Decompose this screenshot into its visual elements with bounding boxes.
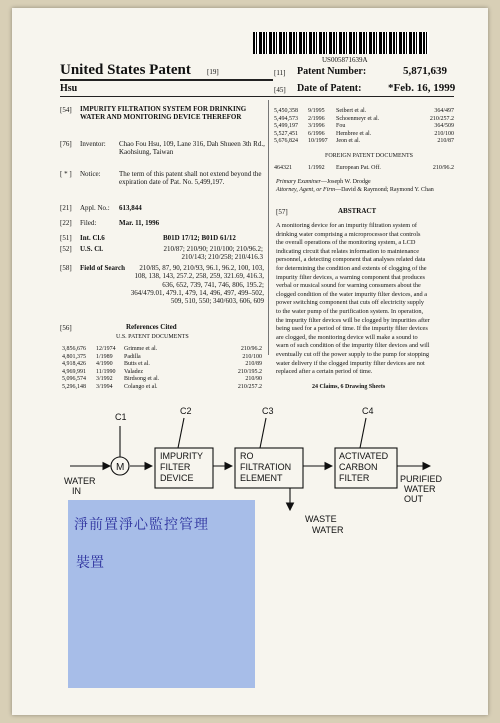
reference-date: 3/1992 bbox=[96, 376, 113, 382]
reference-num: 5,494,573 bbox=[274, 115, 298, 122]
barcode-number: US005871639A bbox=[322, 56, 368, 64]
abstract-line: the overall operations of the monitoring system, a LCD bbox=[276, 239, 416, 247]
motor-label: M bbox=[116, 462, 125, 473]
reference-cls: 210/100 bbox=[242, 353, 262, 360]
water-in-1: WATER bbox=[64, 476, 96, 486]
abstract-line: are clogged, the monitoring device will make a sound to bbox=[276, 333, 418, 341]
inventor-surname: Hsu bbox=[60, 83, 78, 94]
reference-name: Fou bbox=[336, 123, 346, 129]
reference-cls: 210/257.2 bbox=[237, 383, 262, 390]
filed-date: Mar. 11, 1996 bbox=[119, 219, 160, 227]
references-title: References Cited bbox=[126, 323, 177, 331]
reference-row bbox=[274, 108, 454, 116]
appl-label: Appl. No.: bbox=[80, 204, 110, 212]
abstract-line: the impurity filter devices will be clogged by impurities after bbox=[276, 316, 430, 324]
reference-name: Padilla bbox=[124, 353, 141, 360]
reference-name: Butts et al. bbox=[124, 361, 150, 367]
reference-row bbox=[62, 354, 262, 362]
box3-line1: RO bbox=[240, 451, 254, 461]
search-label: Field of Search bbox=[80, 264, 125, 272]
reference-date: 2/1996 bbox=[308, 115, 325, 122]
reference-name: Valadez bbox=[124, 368, 143, 375]
primary-examiner: Primary Examiner—Joseph W. Drodge bbox=[276, 179, 371, 185]
code-11: [11] bbox=[274, 69, 286, 77]
reference-date: 10/1997 bbox=[308, 138, 328, 144]
code-58: [58] bbox=[60, 264, 72, 272]
us-references-right bbox=[274, 108, 454, 146]
reference-name: European Pat. Off. bbox=[336, 165, 381, 171]
abstract-body bbox=[276, 222, 456, 377]
reference-cls: 210/89 bbox=[245, 361, 262, 367]
reference-cls: 210/96.2 bbox=[240, 346, 262, 352]
note-line-2: 裝置 bbox=[76, 555, 104, 571]
reference-cls: 210/257.2 bbox=[429, 115, 454, 122]
reference-date: 12/1974 bbox=[96, 346, 116, 352]
reference-date: 3/1996 bbox=[308, 123, 325, 129]
reference-row bbox=[274, 165, 454, 173]
abstract-line: water delivery if the clogged impurity filter devices are not bbox=[276, 359, 425, 367]
reference-num: 5,096,574 bbox=[62, 376, 86, 382]
primary-examiner-label: Primary Examiner bbox=[276, 179, 321, 185]
reference-cls: 210/96.2 bbox=[432, 165, 454, 171]
reference-date: 6/1996 bbox=[308, 130, 325, 137]
attorney-name: David & Raymond; Raymond Y. Chan bbox=[341, 187, 434, 193]
reference-date: 9/1995 bbox=[308, 108, 325, 114]
box3-line2: FILTRATION bbox=[240, 462, 292, 472]
purified-3: OUT bbox=[404, 494, 423, 504]
date-of-patent: *Feb. 16, 1999 bbox=[388, 82, 456, 94]
reference-num: 5,499,197 bbox=[274, 123, 298, 129]
abstract-line: to the water pump of the purification system. In operation, bbox=[276, 307, 424, 315]
box2-line2: FILTER bbox=[160, 462, 191, 472]
reference-name: Seibert et al. bbox=[336, 108, 367, 114]
foreign-docs-title: FOREIGN PATENT DOCUMENTS bbox=[325, 153, 414, 159]
reference-name: Colango et al. bbox=[124, 383, 158, 390]
purified-1: PURIFIED bbox=[400, 474, 443, 484]
abstract-line: personnel, a detecting component that analyses related data bbox=[276, 256, 426, 264]
reference-date: 3/1994 bbox=[96, 383, 113, 390]
search-value: 210/85, 87, 90, 210/93, 96.1, 96.2, 100, 103, 108, 138, 143, 257.2, 258, 259, 321.69, 416.3, 636, 652, 739, 741, 746, 806, 195.2; 364/479.01, 479.1, 479, 14, 496, 497, 499–502, 509, 510, 550; 340/603, 606, 609 bbox=[130, 264, 264, 306]
uscl-label: U.S. Cl. bbox=[80, 245, 103, 253]
primary-examiner-name: Joseph W. Drodge bbox=[326, 179, 371, 185]
header-rule-left bbox=[60, 79, 273, 81]
code-54: [54] bbox=[60, 106, 72, 114]
reference-row bbox=[274, 123, 454, 131]
reference-num: 3,856,676 bbox=[62, 346, 86, 352]
box4-line3: FILTER bbox=[339, 473, 370, 483]
label-c3: C3 bbox=[262, 406, 274, 416]
patent-number: 5,871,639 bbox=[403, 65, 447, 77]
abstract-line: indicating circuit that relates information to maintenance bbox=[276, 247, 420, 255]
reference-row bbox=[274, 116, 454, 124]
abstract-line: impurity filter devices, a warning component that produces bbox=[276, 273, 425, 281]
abstract-title: ABSTRACT bbox=[338, 207, 377, 215]
code-19: [19] bbox=[207, 68, 219, 76]
box4-line1: ACTIVATED bbox=[339, 451, 389, 461]
filed-label: Filed: bbox=[80, 219, 97, 227]
barcode bbox=[253, 32, 429, 54]
label-c1: C1 bbox=[115, 412, 127, 422]
invention-title: IMPURITY FILTRATION SYSTEM FOR DRINKING WATER AND MONITORING DEVICE THEREFOR bbox=[80, 105, 247, 122]
abstract-line: being used for a period of time. If the impurity filter devices bbox=[276, 325, 428, 333]
box2-line1: IMPURITY bbox=[160, 451, 204, 461]
purified-2: WATER bbox=[404, 484, 436, 494]
abstract-line: drinking water comprising a microprocessor that controls bbox=[276, 230, 421, 238]
reference-row bbox=[62, 369, 262, 377]
claims-count: 24 Claims, 6 Drawing Sheets bbox=[312, 384, 386, 390]
code-56: [56] bbox=[60, 324, 72, 332]
reference-cls: 210/87 bbox=[437, 138, 454, 144]
header-rule bbox=[60, 96, 454, 97]
abstract-line: power switching component that cuts off electricity supply bbox=[276, 299, 425, 307]
reference-num: 5,296,148 bbox=[62, 383, 86, 390]
reference-num: 464321 bbox=[274, 165, 292, 171]
us-references-left bbox=[62, 346, 262, 391]
inventor-label: Inventor: bbox=[80, 140, 106, 148]
code-52: [52] bbox=[60, 245, 72, 253]
notice-label: Notice: bbox=[80, 170, 101, 178]
box2-line3: DEVICE bbox=[160, 473, 194, 483]
c2-leader bbox=[178, 418, 184, 448]
abstract-line: clogged condition of the water impurity filter devices, and a bbox=[276, 290, 428, 298]
appl-number: 613,844 bbox=[119, 204, 142, 212]
reference-name: Schoenmeyr et al. bbox=[336, 115, 380, 122]
code-21: [21] bbox=[60, 204, 72, 212]
reference-date: 4/1990 bbox=[96, 361, 113, 367]
reference-num: 5,450,358 bbox=[274, 108, 298, 114]
waste-2: WATER bbox=[312, 525, 344, 535]
reference-date: 1/1989 bbox=[96, 353, 113, 360]
reference-name: Birdsong et al. bbox=[124, 376, 160, 382]
code-57: [57] bbox=[276, 208, 288, 216]
reference-row bbox=[62, 376, 262, 384]
intcl-value: B01D 17/12; B01D 61/12 bbox=[163, 234, 236, 242]
attorney-label: Attorney, Agent, or Firm bbox=[276, 187, 336, 193]
abstract-line: verbal or musical sound for warning consumers about the bbox=[276, 282, 421, 290]
intcl-label: Int. Cl.6 bbox=[80, 234, 105, 242]
reference-row bbox=[62, 384, 262, 392]
box4-line2: CARBON bbox=[339, 462, 378, 472]
reference-row bbox=[62, 346, 262, 354]
uscl-value: 210/87; 210/90; 210/100; 210/96.2; 210/143; 210/258; 210/416.3 bbox=[163, 245, 263, 262]
note-line-1: 淨前置淨心監控管理 bbox=[74, 517, 209, 533]
patent-number-label: Patent Number: bbox=[297, 66, 367, 77]
foreign-references bbox=[274, 165, 454, 173]
code-45: [45] bbox=[274, 86, 286, 94]
reference-num: 4,969,991 bbox=[62, 368, 86, 375]
reference-cls: 364/497 bbox=[434, 108, 454, 114]
attorney: Attorney, Agent, or Firm—David & Raymond; Raymond Y. Chan bbox=[276, 187, 434, 193]
abstract-line: eventually cut off the power supply to the pump for stopping bbox=[276, 350, 430, 358]
reference-date: 1/1992 bbox=[308, 165, 325, 171]
abstract-line: A monitoring device for an impurity filtration system of bbox=[276, 222, 417, 229]
abstract-line: for determining the condition and extents of clogging of the bbox=[276, 264, 427, 272]
code-51: [51] bbox=[60, 234, 72, 242]
date-of-patent-label: Date of Patent: bbox=[297, 83, 362, 94]
reference-name: Hembree et al. bbox=[336, 130, 372, 137]
code-22: [22] bbox=[60, 219, 72, 227]
reference-date: 11/1990 bbox=[96, 368, 116, 375]
column-divider bbox=[268, 100, 269, 355]
reference-cls: 364/509 bbox=[434, 123, 454, 129]
reference-num: 5,527,451 bbox=[274, 130, 298, 137]
reference-cls: 210/90 bbox=[245, 376, 262, 382]
abstract-line: replaced after a certain period of time. bbox=[276, 368, 373, 376]
code-76: [76] bbox=[60, 140, 72, 148]
reference-num: 4,801,375 bbox=[62, 353, 86, 360]
c3-leader bbox=[260, 418, 266, 448]
us-docs-subtitle: U.S. PATENT DOCUMENTS bbox=[116, 334, 189, 340]
reference-num: 5,676,824 bbox=[274, 138, 298, 144]
notice-text: The term of this patent shall not extend beyond the expiration date of Pat. No. 5,499,197. bbox=[119, 170, 262, 187]
inventor-text: Chao Fou Hsu, 109, Lane 316, Dah Shueen 3th Rd., Kaohsiung, Taiwan bbox=[119, 140, 265, 157]
label-c2: C2 bbox=[180, 406, 192, 416]
box3-line3: ELEMENT bbox=[240, 473, 283, 483]
water-in-2: IN bbox=[72, 486, 81, 496]
reference-cls: 210/100 bbox=[434, 130, 454, 137]
code-notice: [ * ] bbox=[60, 170, 72, 178]
c4-leader bbox=[360, 418, 366, 448]
reference-row bbox=[274, 138, 454, 146]
reference-row bbox=[274, 131, 454, 139]
reference-name: Jeon et al. bbox=[336, 138, 361, 144]
patent-office-title: United States Patent bbox=[60, 62, 191, 78]
label-c4: C4 bbox=[362, 406, 374, 416]
reference-row bbox=[62, 361, 262, 369]
abstract-line: warn of such condition of the impurity filter devices and will bbox=[276, 342, 430, 350]
reference-name: Grimme et al. bbox=[124, 346, 158, 352]
reference-cls: 210/195.2 bbox=[237, 368, 262, 375]
waste-1: WASTE bbox=[305, 514, 337, 524]
reference-num: 4,918,426 bbox=[62, 361, 86, 367]
